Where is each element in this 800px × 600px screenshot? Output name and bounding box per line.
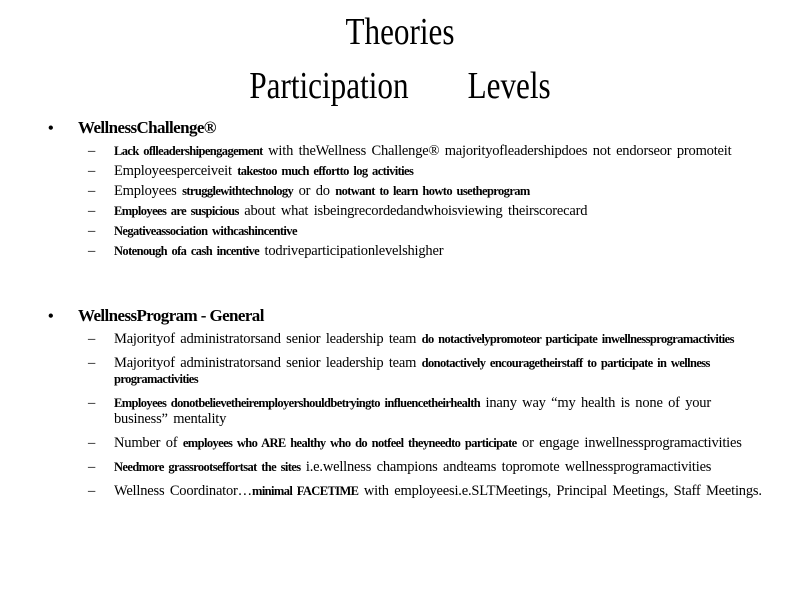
list-item [88, 163, 768, 179]
list-item [88, 435, 768, 451]
slide-subtitle [72, 66, 728, 106]
emphasis-text: do notactivelypromoteor participate inwellnessprogramactivities [421, 332, 734, 346]
sub-bullet-list [48, 143, 768, 259]
sub-bullet-list [48, 331, 768, 499]
section-heading-text: WellnessChallenge® [78, 118, 216, 137]
item-text: Employeesperceiveit [114, 163, 238, 179]
dash-bullet-icon: – [88, 243, 96, 259]
item-text: or engage inwellnessprogramactivities [516, 435, 742, 451]
section-heading [48, 306, 768, 327]
dash-bullet-icon: – [88, 183, 96, 199]
emphasis-text: Lack oflleadershipengagement [114, 144, 263, 158]
emphasis-text: Employees donotbelievetheiremployershouldbetryingto influencetheirhealth [114, 396, 481, 410]
list-item [88, 223, 768, 239]
item-text: or do [293, 183, 336, 199]
dash-bullet-icon: – [88, 459, 96, 475]
emphasis-text: minimal FACETIME [252, 484, 359, 498]
item-text: i.e.wellness champions andteams topromote wellnessprogramactivities [300, 459, 712, 475]
dash-bullet-icon: – [88, 435, 96, 451]
item-text: Employees [114, 183, 183, 199]
item-text: Majorityof administratorsand senior leadership team [114, 331, 422, 347]
list-item [88, 203, 768, 219]
emphasis-text: takestoo much effortto log activities [237, 164, 414, 178]
dash-bullet-icon: – [88, 163, 96, 179]
dash-bullet-icon: – [88, 395, 96, 411]
dash-bullet-icon: – [88, 355, 96, 371]
dash-bullet-icon: – [88, 483, 96, 499]
item-text: Majorityof administratorsand senior leadership team [114, 355, 422, 371]
slide-title: Theories [345, 11, 455, 53]
bullet-icon: • [48, 120, 54, 137]
list-item [88, 183, 768, 199]
subtitle-participation: Participation [249, 65, 409, 107]
list-item [88, 331, 768, 347]
dash-bullet-icon: – [88, 331, 96, 347]
list-item [88, 483, 768, 499]
dash-bullet-icon: – [88, 203, 96, 219]
section-wellness-program [48, 306, 768, 507]
emphasis-text: Notenough ofa cash incentive [114, 244, 260, 258]
section-heading-text: WellnessProgram - General [78, 306, 264, 325]
emphasis-text: strugglewithtechnology [182, 184, 294, 198]
item-text: todriveparticipationlevelshigher [259, 243, 444, 259]
list-item [88, 355, 768, 387]
subtitle-levels: Levels [467, 65, 551, 107]
emphasis-text: Needmore grassrootseffortsat the sites [114, 460, 301, 474]
emphasis-text: notwant to learn howto usetheprogram [335, 184, 530, 198]
emphasis-text: donotactively encouragetheirstaff to participate in wellness programactivities [114, 356, 710, 386]
list-item [88, 395, 768, 427]
list-item [88, 243, 768, 259]
emphasis-text: employees who ARE healthy who do notfeel theyneedto participate [182, 436, 517, 450]
bullet-icon: • [48, 308, 54, 325]
item-text: with theWellness Challenge® majorityofleadershipdoes not endorseor promoteit [262, 143, 732, 159]
list-item [88, 143, 768, 159]
item-text: about what isbeingrecordedandwhoisviewing theirscorecard [238, 203, 588, 219]
item-text: Wellness Coordinator… [114, 483, 252, 499]
list-item [88, 459, 768, 475]
item-text: Number of [114, 435, 183, 451]
item-text: with employeesi.e.SLTMeetings, Principal Meetings, Staff Meetings. [358, 483, 762, 499]
emphasis-text: Negativeassociation withcashincentive [114, 224, 297, 238]
dash-bullet-icon: – [88, 143, 96, 159]
dash-bullet-icon: – [88, 223, 96, 239]
item-text: inany way “my health is none of your business” mentality [114, 395, 711, 427]
section-wellness-challenge [48, 118, 768, 263]
section-heading [48, 118, 768, 139]
emphasis-text: Employees are suspicious [114, 204, 239, 218]
